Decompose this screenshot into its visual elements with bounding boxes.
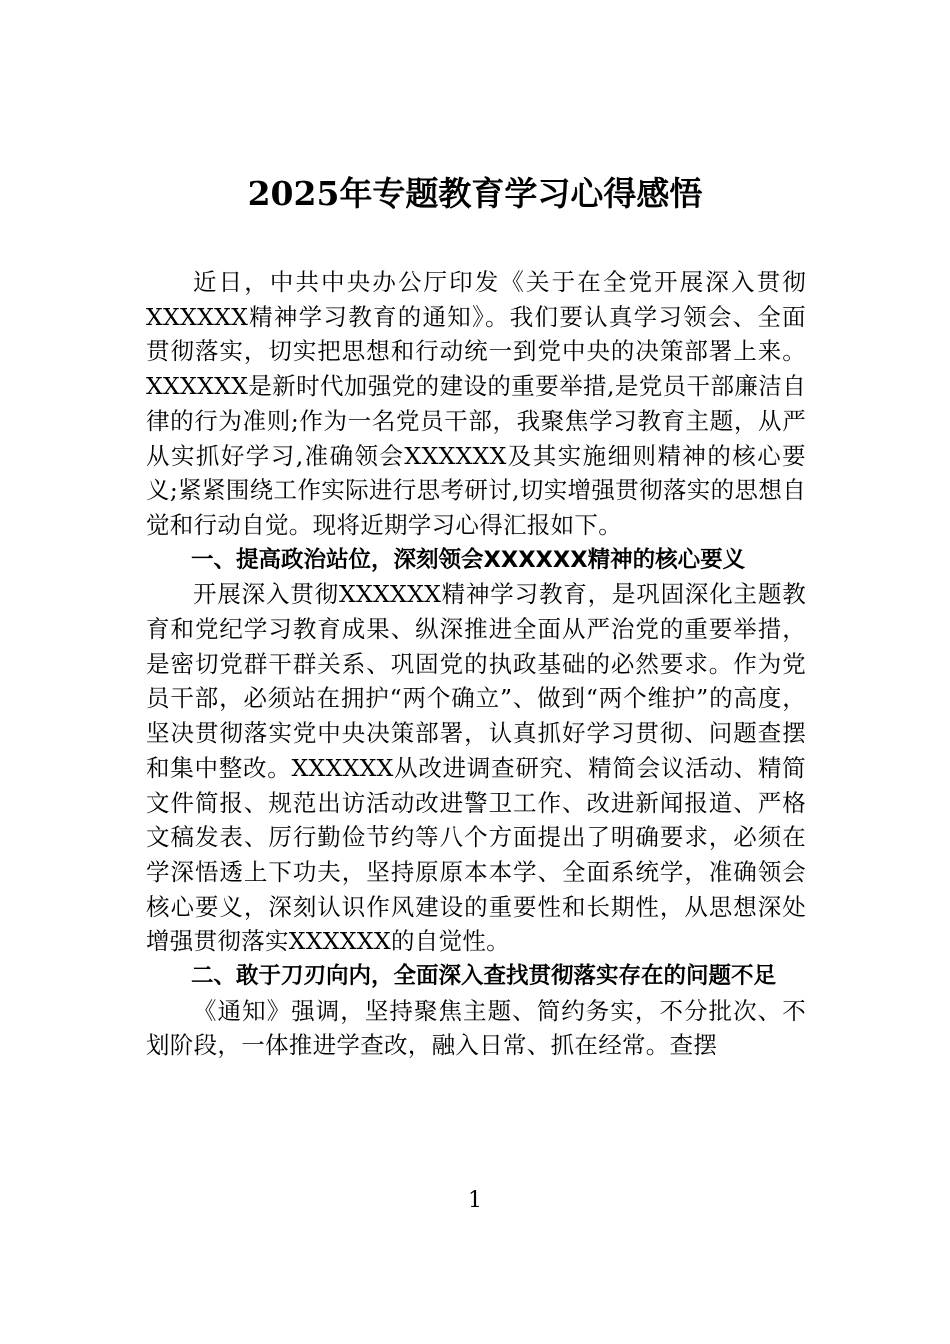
section-heading-1: 一、提高政治站位，深刻领会XXXXXX精神的核心要义 [191,546,746,573]
document-title: 2025年专题教育学习心得感悟 [247,174,703,213]
section-2-paragraph: 《通知》强调，坚持聚焦主题、简约务实，不分批次、不划阶段，一体推进学查改，融入日常、抓在经常。查摆 [146,996,806,1060]
section-heading-2: 二、敢于刀刃向内，全面深入查找贯彻落实存在的问题不足 [191,963,777,990]
document-body [146,265,806,1063]
page-number: 1 [468,1188,482,1213]
intro-paragraph: 近日，中共中央办公厅印发《关于在全党开展深入贯彻XXXXXX精神学习教育的通知》。我们要认真学习领会、全面贯彻落实，切实把思想和行动统一到党中央的决策部署上来。XXXXXX是新时代加强党的建设的重要举措,是党员干部廉洁自律的行为准则;作为一名党员干部，我聚焦学习教育主题，从严从实抓好学习,准确领会XXXXXX及其实施细则精神的核心要义;紧紧围绕工作实际进行思考研讨,切实增强贯彻落实的思想自觉和行动自觉。现将近期学习心得汇报如下。 [146,268,806,539]
section-1-paragraph: 开展深入贯彻XXXXXX精神学习教育，是巩固深化主题教育和党纪学习教育成果、纵深推进全面从严治党的重要举措，是密切党群干群关系、巩固党的执政基础的必然要求。作为党员干部，必须站在拥护“两个确立”、做到“两个维护”的高度，坚决贯彻落实党中央决策部署，认真抓好学习贯彻、问题查摆和集中整改。XXXXXX从改进调查研究、精简会议活动、精简文件简报、规范出访活动改进警卫工作、改进新闻报道、严格文稿发表、厉行勤俭节约等八个方面提出了明确要求，必须在学深悟透上下功夫，坚持原原本本学、全面系统学，准确领会核心要义，深刻认识作风建设的重要性和长期性，从思想深处增强贯彻落实XXXXXX的自觉性。 [146,580,806,956]
